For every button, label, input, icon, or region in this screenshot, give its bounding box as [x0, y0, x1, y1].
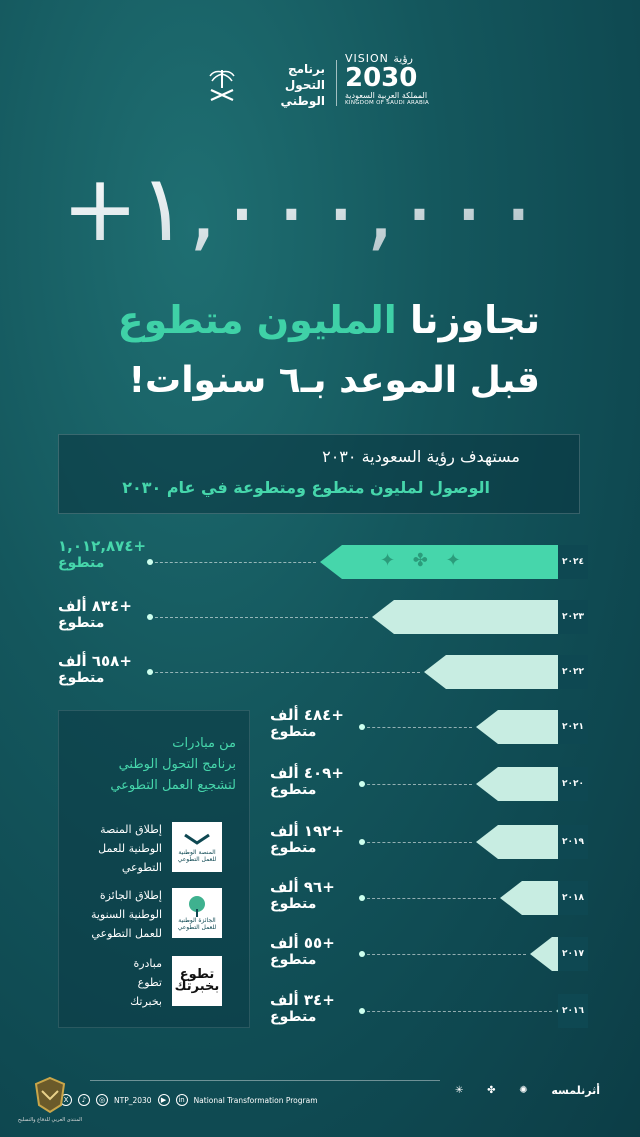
bar-year-label: ٢٠٢٤ — [558, 545, 588, 579]
palm-pattern-icon: ✦ ✤ ✦ — [380, 550, 467, 571]
bar-connector-dot — [359, 1008, 365, 1014]
bar-year — [530, 937, 588, 971]
bar-connector-dot — [359, 895, 365, 901]
bar-value: +٩٦ ألف — [270, 878, 335, 896]
bar-connector — [362, 1011, 552, 1012]
bar-year — [476, 767, 588, 801]
bar-connector — [150, 617, 368, 618]
footer-logos — [455, 1075, 600, 1105]
bar-shape — [372, 600, 588, 634]
headline — [60, 298, 540, 342]
bar-value: +٤٨٤ ألف — [270, 706, 344, 724]
initiative-award — [72, 884, 232, 944]
bar-unit: متطوع — [270, 782, 317, 798]
bar-connector-dot — [359, 724, 365, 730]
bar-unit: متطوع — [270, 896, 317, 912]
bar-unit: متطوع — [270, 840, 317, 856]
bar-year — [556, 994, 588, 1028]
bar-year-label: ٢٠١٩ — [558, 825, 588, 859]
bar-connector — [150, 672, 420, 673]
award-logo-icon: الجائزة الوطنية للعمل التطوعي — [172, 888, 222, 938]
instagram-icon[interactable]: ◎ — [96, 1094, 108, 1106]
bar-value: +٤٠٩ ألف — [270, 764, 344, 782]
bar-value-label — [270, 822, 360, 856]
target-line2: الوصول لمليون متطوع ومتطوعة في عام ٢٠٣٠ — [122, 478, 490, 497]
million-number-text: +١,٠٠٠,٠٠٠ — [61, 155, 543, 262]
bar-unit: متطوع — [58, 615, 105, 631]
bar-connector-dot — [359, 951, 365, 957]
bar-connector — [362, 898, 496, 899]
headline-part1: تجاوزنا — [410, 298, 540, 342]
social-handle: NTP_2030 — [114, 1095, 152, 1105]
bar-value-label — [58, 537, 148, 571]
vision-2030-logo: VISION رؤية 2030 المملكة العربية السعودية KINGDOM OF SAUDI ARABIA — [345, 52, 430, 106]
ntp-name: برنامج التحول الوطني — [280, 62, 325, 108]
palm-icon: ✤ — [487, 1084, 496, 1096]
bar-year-label: ٢٠٢١ — [558, 710, 588, 744]
tiktok-icon[interactable]: ♪ — [78, 1094, 90, 1106]
bar-value-label — [270, 764, 360, 798]
bar-value: +٨٣٤ ألف — [58, 597, 132, 615]
bar-value-label — [270, 706, 360, 740]
watermark: المنتدى العربي للدفاع والتسليح — [0, 1075, 100, 1137]
bar-year-label: ٢٠١٨ — [558, 881, 588, 915]
volunteer-expertise-logo-icon: تطوع بخبرتك — [172, 956, 222, 1006]
bar-year-label: ٢٠٢٣ — [558, 600, 588, 634]
footer-divider — [90, 1080, 440, 1081]
bar-value-label — [270, 878, 360, 912]
palm-emblem-icon — [205, 66, 239, 104]
bar-connector-dot — [147, 559, 153, 565]
initiative-text: مبادرة تطوع بخبرتك — [130, 957, 162, 1008]
bar-year — [500, 881, 588, 915]
linkedin-icon[interactable]: in — [176, 1094, 188, 1106]
bar-unit: متطوع — [270, 1009, 317, 1025]
bar-year — [424, 655, 588, 689]
x-icon[interactable]: X — [60, 1094, 72, 1106]
bar-connector — [362, 784, 472, 785]
bar-year — [476, 710, 588, 744]
bar-value: +١٩٢ ألف — [270, 822, 344, 840]
bar-value-label — [58, 652, 148, 686]
bar-year — [476, 825, 588, 859]
bar-year — [372, 600, 588, 634]
bar-value-label — [270, 991, 360, 1025]
million-number — [61, 150, 545, 262]
bar-connector — [362, 842, 472, 843]
bar-current — [320, 545, 588, 579]
bar-connector-dot — [359, 781, 365, 787]
bar-connector-dot — [147, 669, 153, 675]
target-line1: مستهدف رؤية السعودية ٢٠٣٠ — [322, 447, 520, 466]
ntp-logo — [205, 62, 325, 108]
bar-year-label: ٢٠٢٢ — [558, 655, 588, 689]
platform-logo-icon: المنصة الوطنية للعمل التطوعي — [172, 822, 222, 872]
bar-unit: متطوع — [58, 555, 105, 571]
bar-value-label — [270, 934, 360, 968]
bar-unit: متطوع — [270, 724, 317, 740]
bar-value: +٦٥٨ ألف — [58, 652, 132, 670]
headline-line2: قبل الموعد بـ٦ سنوات! — [128, 360, 540, 401]
brand-logo: أثرنلمسه — [551, 1083, 600, 1097]
initiative-text: إطلاق المنصة الوطنية للعمل التطوعي — [98, 823, 162, 874]
bar-connector — [362, 727, 472, 728]
initiative-volunteer-expertise — [72, 952, 232, 1012]
header-divider — [336, 60, 337, 106]
bar-connector-dot — [147, 614, 153, 620]
bar-unit: متطوع — [270, 952, 317, 968]
bar-connector-dot — [359, 839, 365, 845]
bar-value: +١,٠١٢,٨٧٤ — [58, 537, 147, 555]
initiative-platform — [72, 818, 232, 878]
bar-connector — [150, 562, 316, 563]
bar-unit: متطوع — [58, 670, 105, 686]
bar-value: +٥٥ ألف — [270, 934, 335, 952]
initiative-text: إطلاق الجائزة الوطنية السنوية للعمل التطوعي — [90, 889, 162, 940]
headline-highlight: المليون متطوع — [117, 298, 397, 342]
bar-year-label: ٢٠١٦ — [558, 994, 588, 1028]
sparkle-icon: ✳ — [455, 1084, 464, 1096]
bar-year-label: ٢٠١٧ — [558, 937, 588, 971]
program-name: National Transformation Program — [193, 1095, 318, 1105]
bar-connector — [362, 954, 526, 955]
target-box — [58, 434, 580, 514]
bar-year-label: ٢٠٢٠ — [558, 767, 588, 801]
initiatives-title: من مبادرات برنامج التحول الوطني لتشجيع العمل التطوعي — [110, 736, 236, 793]
bar-value: +٣٤ ألف — [270, 991, 335, 1009]
shield-icon — [30, 1075, 70, 1115]
youtube-icon[interactable]: ▶ — [158, 1094, 170, 1106]
vision-mark-icon: ✺ — [519, 1084, 528, 1096]
bar-value-label — [58, 597, 148, 631]
